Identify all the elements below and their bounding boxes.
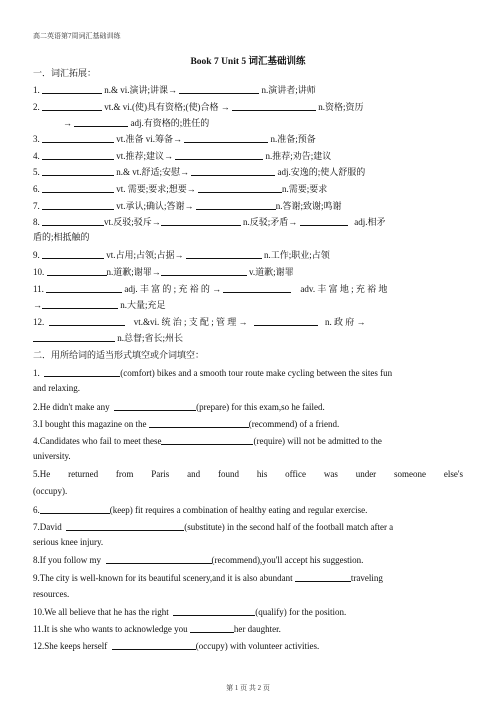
question-9: 9.The city is well-known for its beautiful scenery,and it is also abundant traveling [33, 573, 383, 583]
answer-blank[interactable] [175, 150, 263, 160]
answer-blank[interactable] [42, 133, 114, 143]
question-4-cont: university. [33, 451, 71, 461]
answer-blank[interactable] [74, 117, 128, 127]
question-2: 2.He didn't make any (prepare) for this exam,so he failed. [33, 402, 325, 412]
section-heading-fill: 二．用所给词的适当形式填空或介词填空： [33, 350, 205, 360]
answer-blank[interactable] [66, 521, 184, 531]
vocab-item-12-cont: n.总督;省长;州长 [33, 332, 463, 344]
page-header: 高二英语第7周词汇基础训练 [33, 32, 121, 40]
vocab-item-2-cont: → adj.有资格的;胜任的 [63, 118, 210, 128]
vocab-item-12: 12. vt.&vi. 统 治 ; 支 配 ; 管 理 → n. 政 府 → [33, 317, 366, 327]
question-12: 12.She keeps herself (occupy) with volunteer activities. [33, 641, 320, 651]
answer-blank[interactable] [42, 84, 102, 94]
question-9-cont: resources. [33, 589, 70, 599]
vocab-item-5: 5. n.& vt.舒适;安慰→ adj.安逸的;使人舒服的 [33, 167, 366, 177]
answer-blank[interactable] [161, 216, 241, 226]
answer-blank[interactable] [46, 283, 122, 293]
answer-blank[interactable] [114, 401, 196, 411]
question-5: 5.He returned from Paris and found his office was under someone else's [33, 469, 463, 479]
question-7: 7.David (substitute) in the second half of the football match after a [33, 522, 394, 532]
question-8: 8.If you follow my (recommend),you'll accept his suggestion. [33, 555, 364, 565]
page-footer: 第 1 页 共 2 页 [226, 684, 270, 692]
answer-blank[interactable] [196, 200, 276, 210]
answer-blank[interactable] [49, 316, 125, 326]
answer-blank[interactable] [161, 266, 247, 276]
answer-blank[interactable] [179, 84, 259, 94]
answer-blank[interactable] [184, 133, 268, 143]
question-3: 3.I bought this magazine on the (recommend) of a friend. [33, 419, 340, 429]
vocab-item-9: 9. vt.占用;占领;占据→ n.工作;职业;占领 [33, 250, 330, 260]
question-10: 10.We all believe that he has the right (qualify) for the position. [33, 607, 347, 617]
vocab-item-10: 10. n.道歉;谢罪→ v.道歉;谢罪 [33, 267, 294, 277]
vocab-item-8-cont: 盾的;相抵触的 [33, 232, 90, 242]
question-1: 1. (comfort) bikes and a smooth tour route make cycling between the sites fun [33, 368, 393, 378]
answer-blank[interactable] [112, 640, 196, 650]
answer-blank[interactable] [254, 316, 318, 326]
question-4: 4.Candidates who fail to meet these (require) will not be admitted to the [33, 436, 382, 446]
answer-blank[interactable] [295, 572, 351, 582]
question-11: 11.It is she who wants to acknowledge you her daughter. [33, 624, 281, 634]
answer-blank[interactable] [47, 266, 107, 276]
answer-blank[interactable] [42, 216, 104, 226]
question-6: 6. (keep) fit requires a combination of healthy eating and regular exercise. [33, 505, 368, 515]
answer-blank[interactable] [149, 418, 249, 428]
question-1-cont: and relaxing. [33, 383, 80, 393]
answer-blank[interactable] [40, 504, 110, 514]
answer-blank[interactable] [191, 166, 275, 176]
vocab-item-1: 1. n.& vi.演讲;讲课→ n.演讲者;讲师 [33, 85, 316, 95]
vocab-item-7: 7. vt.承认;确认;答谢→ n.答谢;致谢;鸣谢 [33, 201, 342, 211]
answer-blank[interactable] [42, 150, 114, 160]
answer-blank[interactable] [33, 332, 115, 342]
question-5-cont: (occupy). [33, 486, 68, 496]
answer-blank[interactable] [42, 183, 114, 193]
vocab-item-11-cont: → n.大量;充足 [33, 300, 166, 310]
answer-blank[interactable] [173, 606, 255, 616]
answer-blank[interactable] [42, 101, 102, 111]
answer-blank[interactable] [300, 216, 348, 226]
answer-blank[interactable] [232, 101, 316, 111]
answer-blank[interactable] [198, 183, 282, 193]
vocab-item-3: 3. vt.准备 vi.筹备→ n.准备;预备 [33, 134, 316, 144]
page-title: Book 7 Unit 5 词汇基础训练 [190, 57, 306, 67]
answer-blank[interactable] [42, 299, 118, 309]
vocab-item-8: 8. vt.反驳;驳斥→ n.反驳;矛盾→ adj.相矛 [33, 217, 386, 227]
vocab-item-4: 4. vt.推荐;建议→ n.推荐;劝告;建议 [33, 151, 332, 161]
section-heading-vocab: 一．词汇拓展： [33, 68, 97, 78]
answer-blank[interactable] [44, 367, 120, 377]
answer-blank[interactable] [106, 554, 212, 564]
answer-blank[interactable] [190, 623, 234, 633]
question-7-cont: serious knee injury. [33, 537, 104, 547]
answer-blank[interactable] [161, 435, 253, 445]
answer-blank[interactable] [186, 249, 262, 259]
vocab-item-6: 6. vt. 需要;要求;想要→ n.需要;要求 [33, 184, 328, 194]
answer-blank[interactable] [42, 249, 104, 259]
answer-blank[interactable] [42, 200, 114, 210]
vocab-item-2: 2. vt.& vi.(使)具有资格;(使)合格 → n.资格;资历 [33, 102, 364, 112]
vocab-item-11: 11. adj. 丰 富 的 ; 充 裕 的 → adv. 丰 富 地 ; 充 裕 地 [33, 284, 388, 294]
answer-blank[interactable] [223, 283, 291, 293]
answer-blank[interactable] [42, 166, 114, 176]
